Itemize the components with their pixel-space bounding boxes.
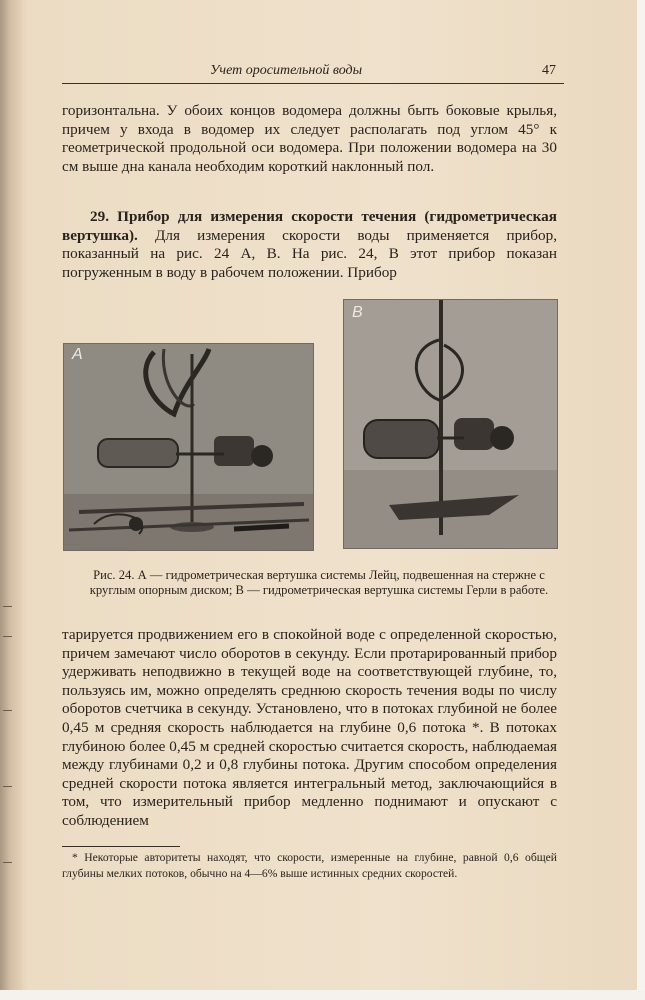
figure-caption: Рис. 24. А — гидрометрическая вертушка системы Лейц, подвешенная на стержне с круглым опорным диском; В — гидрометрическая вертушка системы Герли в работе.	[89, 568, 549, 598]
section-heading: 29. Прибор для измерения скорости течения (гидрометрическая вертушка).	[62, 208, 557, 244]
running-header	[62, 63, 564, 84]
margin-tick	[3, 606, 12, 607]
margin-tick	[3, 786, 12, 787]
figure-24b-photo	[343, 299, 558, 549]
figure-24b-drawing	[344, 300, 557, 548]
paragraph-2-text: Для измерения скорости воды применяется прибор, показанный на рис. 24 А, В. На рис. 24, В этот прибор показан погруженным в воду в рабочем положении. Прибор	[62, 226, 558, 281]
margin-tick	[3, 710, 12, 711]
page-number: 47	[542, 63, 556, 78]
paragraph-1: горизонтальна. У обоих концов водомера должны быть боковые крылья, причем у входа в водомер их следует располагать под углом 45° к геометрической продольной оси водомера. При положении водомера на 30 см выше дна канала необходим короткий наклонный пол.	[62, 102, 557, 175]
page-gutter	[0, 0, 22, 1000]
paragraph-2	[62, 208, 557, 282]
figure-24a-photo	[63, 343, 314, 551]
margin-tick	[3, 862, 12, 863]
running-title: Учет оросительной воды	[210, 63, 363, 78]
footnote-divider	[62, 846, 180, 847]
scan-edge-bottom	[0, 990, 645, 1000]
figure-label-b: B	[352, 304, 363, 321]
margin-tick	[3, 636, 12, 637]
figure-label-a: A	[72, 346, 83, 363]
scan-edge-right	[637, 0, 645, 1000]
footnote: * Некоторые авторитеты находят, что скорости, измеренные на глубине, равной 0,6 общей глубины мелких потоков, обычно на 4—6% выше истинных средних скоростей.	[62, 851, 557, 880]
paragraph-3: тарируется продвижением его в спокойной воде с определенной скоростью, причем замечают число оборотов в секунду. Если протарированный прибор удерживать неподвижно в текущей воде на соответствующей глубине, то, пользуясь им, можно определять среднюю скорость течения воды по числу оборотов счетчика в секунду. Установлено, что в потоках глубиной не более 0,45 м средняя скорость наблюдается на глубине 0,6 потока *. В потоках глубиною более 0,45 м средней скоростью считается скорость, наблюдаемая между глубинами 0,2 и 0,8 глубины потока. Другим способом определения средней скорости потока является интегральный метод, заключающийся в том, что измерительный прибор медленно поднимают и опускают с соблюдением	[62, 626, 557, 829]
figure-24a-drawing	[64, 344, 313, 550]
